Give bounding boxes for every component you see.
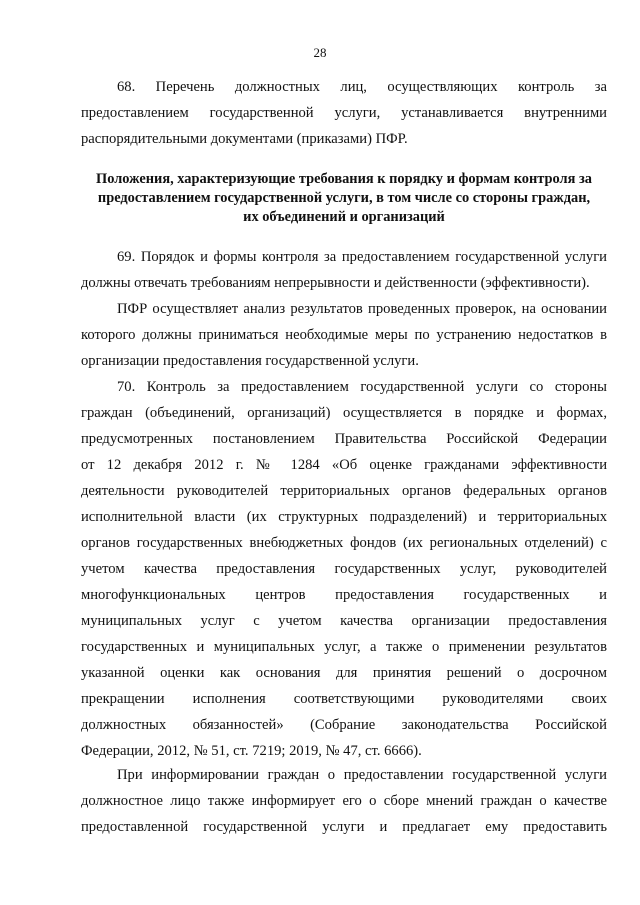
text-line: исполнительной власти (их структурных подразделений) и территориальных [81, 509, 607, 525]
text-line: должностное лицо также информирует его о сборе мнений граждан о качестве [81, 793, 607, 809]
text-line: При информировании граждан о предоставлении государственной услуги [117, 767, 607, 783]
text-line: органов государственных внебюджетных фондов (их региональных отделений) с [81, 535, 607, 551]
text-line: деятельности руководителей территориальных органов федеральных органов [81, 483, 607, 499]
text-line: прекращении исполнения соответствующими руководителями своих [81, 691, 607, 707]
heading-line: предоставлением государственной услуги, в том числе со стороны граждан, [97, 190, 591, 206]
text-line: 68. Перечень должностных лиц, осуществляющих контроль за [117, 79, 607, 95]
heading-line: Положения, характеризующие требования к порядку и формам контроля за [96, 171, 592, 187]
paragraph-70 [81, 374, 607, 764]
paragraph-69 [81, 244, 607, 374]
text-line: от 12 декабря 2012 г. № 1284 «Об оценке гражданами эффективности [81, 457, 607, 473]
text-line: муниципальных услуг с учетом качества организации предоставления [81, 613, 607, 629]
text-line: ПФР осуществляет анализ результатов проведенных проверок, на основании [117, 301, 607, 317]
text-line: 70. Контроль за предоставлением государственной услуги со стороны [117, 379, 607, 395]
paragraph-68 [81, 74, 607, 152]
text-line: многофункциональных центров предоставления государственных и [81, 587, 607, 603]
text-line: государственных и муниципальных услуг, а также о применении результатов [81, 639, 607, 655]
text-line: предусмотренных постановлением Правительства Российской Федерации [81, 431, 607, 447]
section-heading [81, 170, 607, 227]
text-line: указанной оценки как основания для принятия решений о досрочном [81, 665, 607, 681]
text-line: предоставленной государственной услуги и предлагает ему предоставить [81, 819, 607, 835]
paragraph-informing [81, 762, 607, 840]
text-line: организации предоставления государственной услуги. [81, 353, 419, 369]
text-line: должны отвечать требованиям непрерывности и действенности (эффективности). [81, 275, 590, 291]
text-line: предоставлением государственной услуги, устанавливается внутренними [81, 105, 607, 121]
text-line: должностных обязанностей» (Собрание законодательства Российской [81, 717, 607, 733]
text-line: которого должны приниматься необходимые меры по устранению недостатков в [81, 327, 607, 343]
text-line: распорядительными документами (приказами) ПФР. [81, 131, 408, 147]
text-line: Федерации, 2012, № 51, ст. 7219; 2019, № 47, ст. 6666). [81, 743, 422, 759]
page-number: 28 [313, 45, 327, 60]
heading-line: их объединений и организаций [243, 209, 445, 225]
text-line: 69. Порядок и формы контроля за предоставлением государственной услуги [117, 249, 607, 265]
text-line: учетом качества предоставления государственных услуг, руководителей [81, 561, 607, 577]
text-line: граждан (объединений, организаций) осуществляется в порядке и формах, [81, 405, 607, 421]
